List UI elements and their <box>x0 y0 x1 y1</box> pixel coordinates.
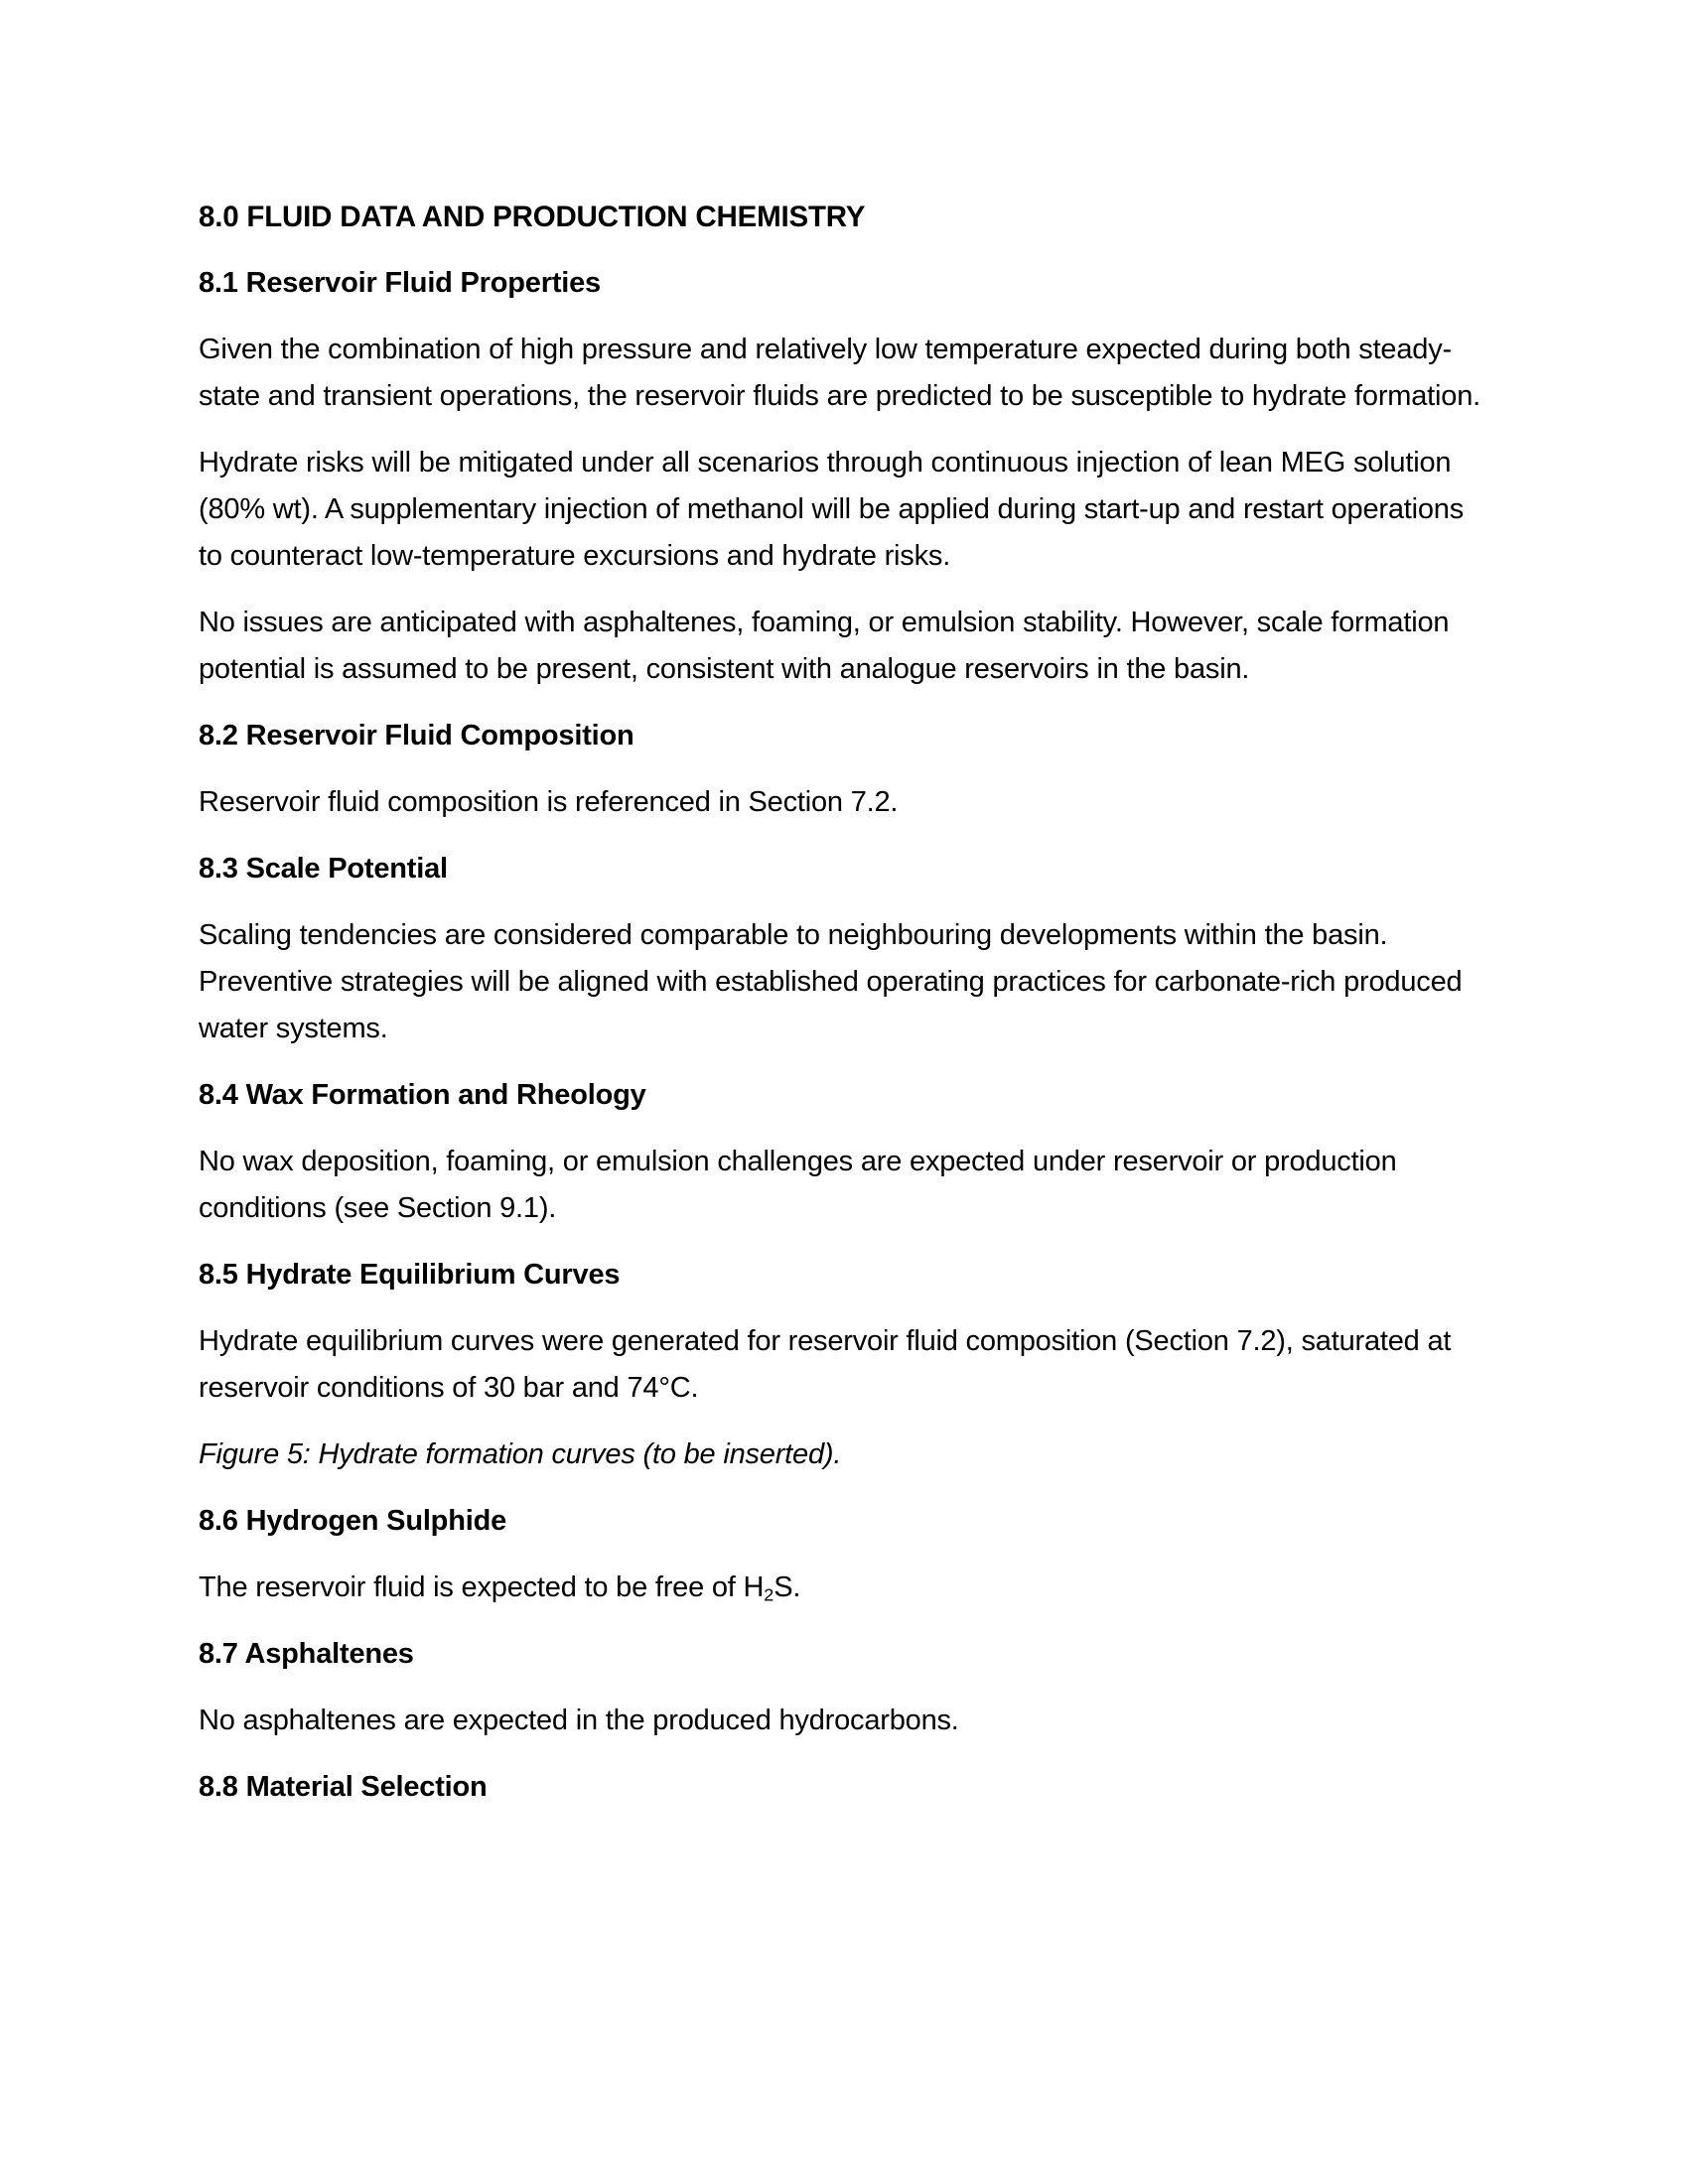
heading-8-2-reservoir-fluid-composition: 8.2 Reservoir Fluid Composition <box>199 720 634 751</box>
paragraph-8-1-meg-injection: Hydrate risks will be mitigated under all scenarios through continuous injection of lean MEG solution (80% wt). A supplementary injection of methanol will be applied during start-up and restart operations to counteract low-temperature excursions and hydrate risks. <box>199 447 1465 572</box>
heading-8-1-reservoir-fluid-properties: 8.1 Reservoir Fluid Properties <box>199 267 601 299</box>
h2s-text-before-subscript: The reservoir fluid is expected to be free of H <box>199 1571 765 1603</box>
paragraph-8-4-wax-deposition: No wax deposition, foaming, or emulsion challenges are expected under reservoir or production conditions (see Section 9.1). <box>199 1146 1397 1224</box>
paragraph-8-1-hydrate-susceptibility: Given the combination of high pressure and relatively low temperature expected during both steady-state and transient operations, the reservoir fluids are predicted to be susceptible to hydrate formation. <box>199 334 1480 412</box>
heading-8-8-material-selection: 8.8 Material Selection <box>199 1771 488 1803</box>
h2s-text-after-subscript: S. <box>774 1571 801 1603</box>
heading-8-4-wax-formation-rheology: 8.4 Wax Formation and Rheology <box>199 1079 646 1111</box>
section-8-title: 8.0 FLUID DATA AND PRODUCTION CHEMISTRY <box>199 201 866 233</box>
paragraph-8-6-h2s <box>199 1565 1489 1611</box>
heading-8-6-hydrogen-sulphide: 8.6 Hydrogen Sulphide <box>199 1505 507 1537</box>
heading-8-3-scale-potential: 8.3 Scale Potential <box>199 853 448 885</box>
paragraph-8-5-hydrate-curves: Hydrate equilibrium curves were generated for reservoir fluid composition (Section 7.2), saturated at reservoir conditions of 30 bar and 74°C. <box>199 1325 1452 1404</box>
heading-8-5-hydrate-equilibrium-curves: 8.5 Hydrate Equilibrium Curves <box>199 1259 621 1291</box>
paragraph-8-3-scaling-tendencies: Scaling tendencies are considered comparable to neighbouring developments within the basin. Preventive strategies will be aligned with established operating practices for carbonate-rich produced water systems. <box>199 919 1463 1044</box>
figure-5-caption: Figure 5: Hydrate formation curves (to be inserted). <box>199 1438 842 1470</box>
paragraph-8-7-asphaltenes: No asphaltenes are expected in the produced hydrocarbons. <box>199 1705 959 1736</box>
paragraph-8-1-scale-formation: No issues are anticipated with asphaltenes, foaming, or emulsion stability. However, scale formation potential is assumed to be present, consistent with analogue reservoirs in the basin. <box>199 607 1450 685</box>
paragraph-8-2-composition-reference: Reservoir fluid composition is referenced in Section 7.2. <box>199 786 899 818</box>
h2s-subscript-2: 2 <box>764 1584 774 1605</box>
heading-8-7-asphaltenes: 8.7 Asphaltenes <box>199 1638 414 1670</box>
